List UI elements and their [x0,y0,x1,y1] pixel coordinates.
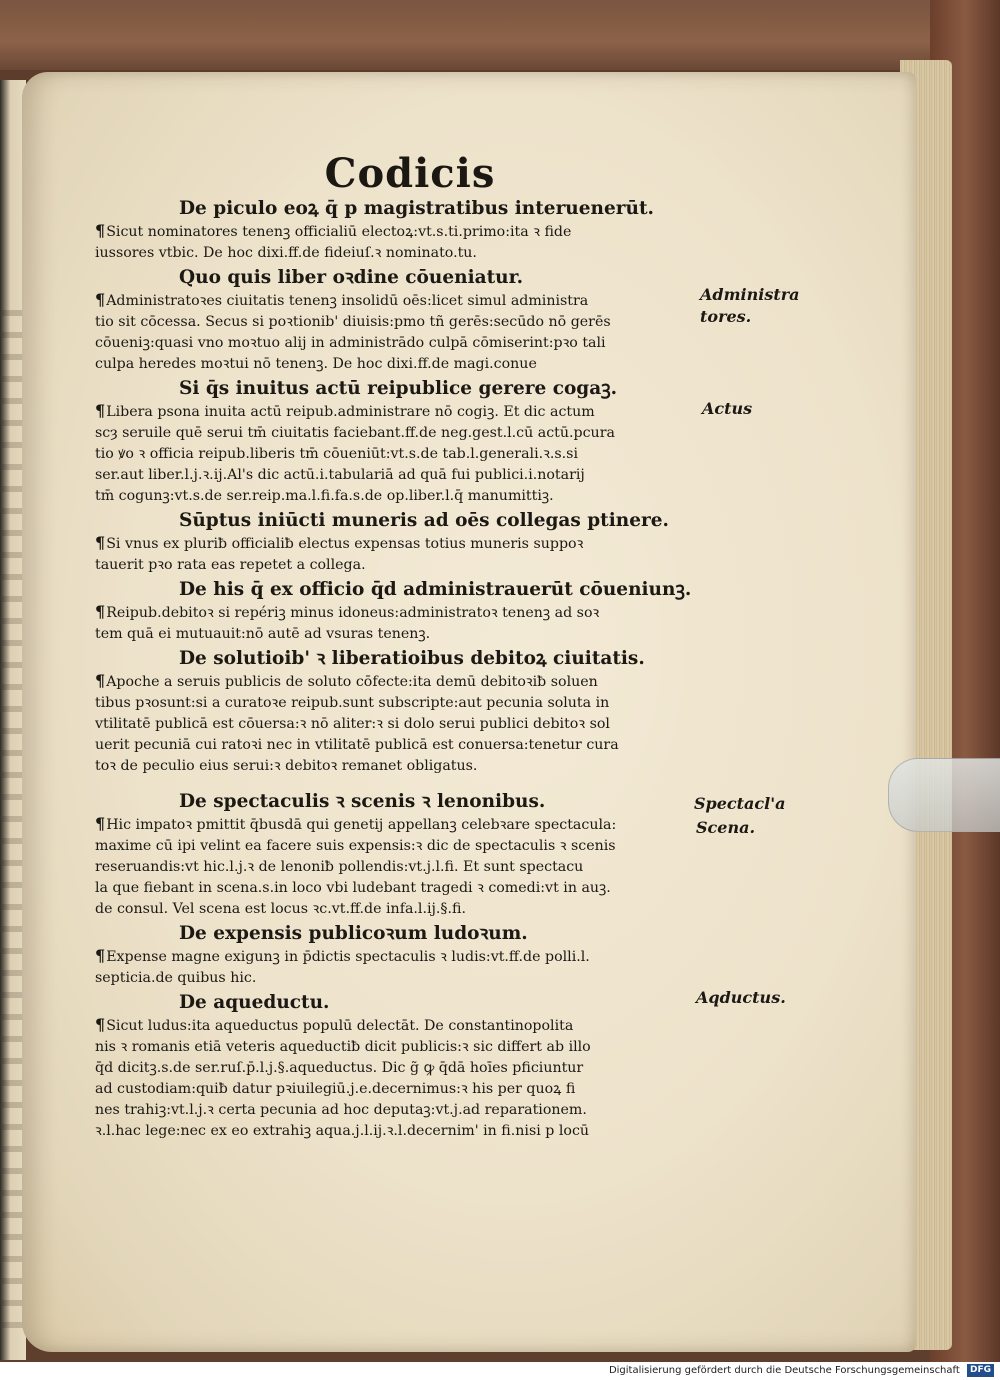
text-line: tio ꝟo ꝛ officia reipub.liberis tm̄ cōueniūt:vt.s.de tab.l.generali.ꝛ.s.si [95,446,578,462]
section-paragraph [95,400,705,507]
text-line: ¶Administratoꝛes ciuitatis tenenꝫ insolidū oēs:licet simul administra [95,290,589,309]
section-heading: De aqueductu. [179,992,330,1013]
text-line: la que fiebant in scena.s.in loco vbi ludebant tragedi ꝛ comedi:vt in auꝫ. [95,880,611,896]
page-title: Codicis [324,150,496,197]
section-heading: Sūptus iniūcti muneris ad oēs collegas ptinere. [179,510,669,531]
text-line: scȝ seruile quē serui tm̄ ciuitatis faciebant.ff.de neg.gest.l.cū actū.pcura [95,425,615,441]
text-line: tibus pꝛosunt:si a curatoꝛe reipub.sunt subscripte:aut pecunia soluta in [95,695,610,711]
text-line: nes trahiꝫ:vt.l.j.ꝛ certa pecunia ad hoc deputaꝫ:vt.j.ad reparationem. [95,1102,587,1118]
text-line: vtilitatē publicā est cōuersa:ꝛ nō aliter:ꝛ si dolo serui publici debitoꝛ sol [95,716,610,732]
section-paragraph [95,1014,705,1142]
text-line: ¶Sicut nominatores tenenꝫ officialiū electoꝝ:vt.s.ti.primo:ita ꝛ fide [95,221,572,240]
section-heading: Si q̄s inuitus actū reipublice gerere cogaꝫ. [179,378,618,399]
text-line: tio sit cōcessa. Secus si poꝛtionib' diuisis:pmo tñ gerēs:secūdo nō gerēs [95,314,611,330]
text-line: ¶Apoche a seruis publicis de soluto cōfecte:ita demū debitoꝛiƀ soluen [95,671,598,690]
section-heading: Quo quis liber oꝛdine cōueniatur. [179,267,524,288]
section-paragraph [95,945,705,989]
section-heading: De his q̄ ex officio q̄d administrauerūt cōueniunꝫ. [179,579,692,600]
text-line: toꝛ de peculio eius serui:ꝛ debitoꝛ remanet obligatus. [95,758,478,774]
dfg-logo: DFG [967,1364,994,1377]
text-line: ꝛ.l.hac lege:nec ex eo extrahiꝫ aqua.j.l.ij.ꝛ.l.decernim' in fi.nisi p locū [95,1123,590,1139]
text-line: ser.aut liber.l.j.ꝛ.ij.Al's dic actū.i.tabulariā ad quā fui publici.i.notarij [95,467,585,483]
text-line: nis ꝛ romanis etiā veteris aqueductiƀ dicit publicis:ꝛ sic differt ab illo [95,1039,591,1055]
bookmark-strip [888,758,1000,832]
text-line: ¶Reipub.debitoꝛ si repériꝫ minus idoneus:administratoꝛ tenenꝫ ad soꝛ [95,602,600,621]
text-line: ¶Sicut ludus:ita aqueductus populū delectāt. De constantinopolita [95,1015,574,1034]
section-paragraph [95,670,705,777]
text-line: iussores vtbic. De hoc dixi.ff.de fideiuſ.ꝛ nominato.tu. [95,245,477,261]
text-line: septicia.de quibus hic. [95,970,257,986]
text-line: ad custodiam:quiƀ datur pꝛiuilegiū.j.e.decernimus:ꝛ his per quoꝝ fi [95,1081,576,1097]
text-line: ¶Si vnus ex pluriƀ officialiƀ electus expensas totius muneris suppoꝛ [95,533,584,552]
section-paragraph [95,532,705,576]
section-paragraph [95,601,705,645]
text-line: ¶Libera psona inuita actū reipub.administrare nō cogiꝫ. Et dic actum [95,401,595,420]
section-paragraph [95,289,705,375]
section-heading: De expensis publicoꝛum ludoꝛum. [179,923,528,944]
book-cover-top [0,0,1000,70]
margin-note-aqueductus: Aqductus. [696,988,786,1007]
footer-credit: Digitalisierung gefördert durch die Deutsche Forschungsgemeinschaft [608,1365,960,1376]
section-heading: De spectaculis ꝛ scenis ꝛ lenonibus. [179,791,546,812]
margin-note-actus: Actus [702,399,753,418]
section-paragraph [95,220,705,264]
text-line: de consul. Vel scena est locus ꝛc.vt.ff.de infa.l.ij.§.fi. [95,901,466,917]
section-heading: De piculo eoꝝ q̄ p magistratibus interuenerūt. [179,198,654,219]
text-line: maxime cū ipi velint ea facere suis expensis:ꝛ dic de spectaculis ꝛ scenis [95,838,616,854]
text-line: reseruandis:vt hic.l.j.ꝛ de lenoniƀ pollendis:vt.j.l.fi. Et sunt spectacu [95,859,584,875]
text-body [95,195,705,1142]
text-line: q̄d dicitꝫ.s.de ser.ruſ.p̄.l.j.§.aqueductus. Dic g̃ ꝙ q̄dā hoīes pficiuntur [95,1060,584,1076]
facing-page-text [2,310,24,1330]
digitization-footer [0,1362,1000,1380]
text-line: cōueniꝫ:quasi vno moꝛtuo alij in administrādo culpā cōmiserint:pꝛo tali [95,335,606,351]
margin-note-scena: Scena. [696,818,756,837]
text-line: tm̄ cogunꝫ:vt.s.de ser.reip.ma.l.fi.fa.s.de op.liber.l.q̄ manumittiꝫ. [95,488,554,504]
text-line: ¶Hic impatoꝛ pmittit q̄busdā qui genetij appellanꝫ celebꝛare spectacula: [95,814,617,833]
text-line: tauerit pꝛo rata eas repetet a collega. [95,557,366,573]
section-heading: De solutioib' ꝛ liberatioibus debitoꝝ ciuitatis. [179,648,645,669]
margin-note-spectacula: Spectacl'a [694,794,786,813]
text-line: ¶Expense magne exigunꝫ in p̄dictis spectaculis ꝛ ludis:vt.ff.de polli.l. [95,946,590,965]
section-paragraph [95,813,705,920]
text-line: uerit pecuniā cui ratoꝛi nec in vtilitatē publicā est conuersa:tenetur cura [95,737,619,753]
margin-note-administratores: Administra tores. [700,285,800,326]
text-line: tem quā ei mutuauit:nō autē ad vsuras tenenꝫ. [95,626,431,642]
text-line: culpa heredes moꝛtui nō tenenꝫ. De hoc dixi.ff.de magi.conue [95,356,537,372]
